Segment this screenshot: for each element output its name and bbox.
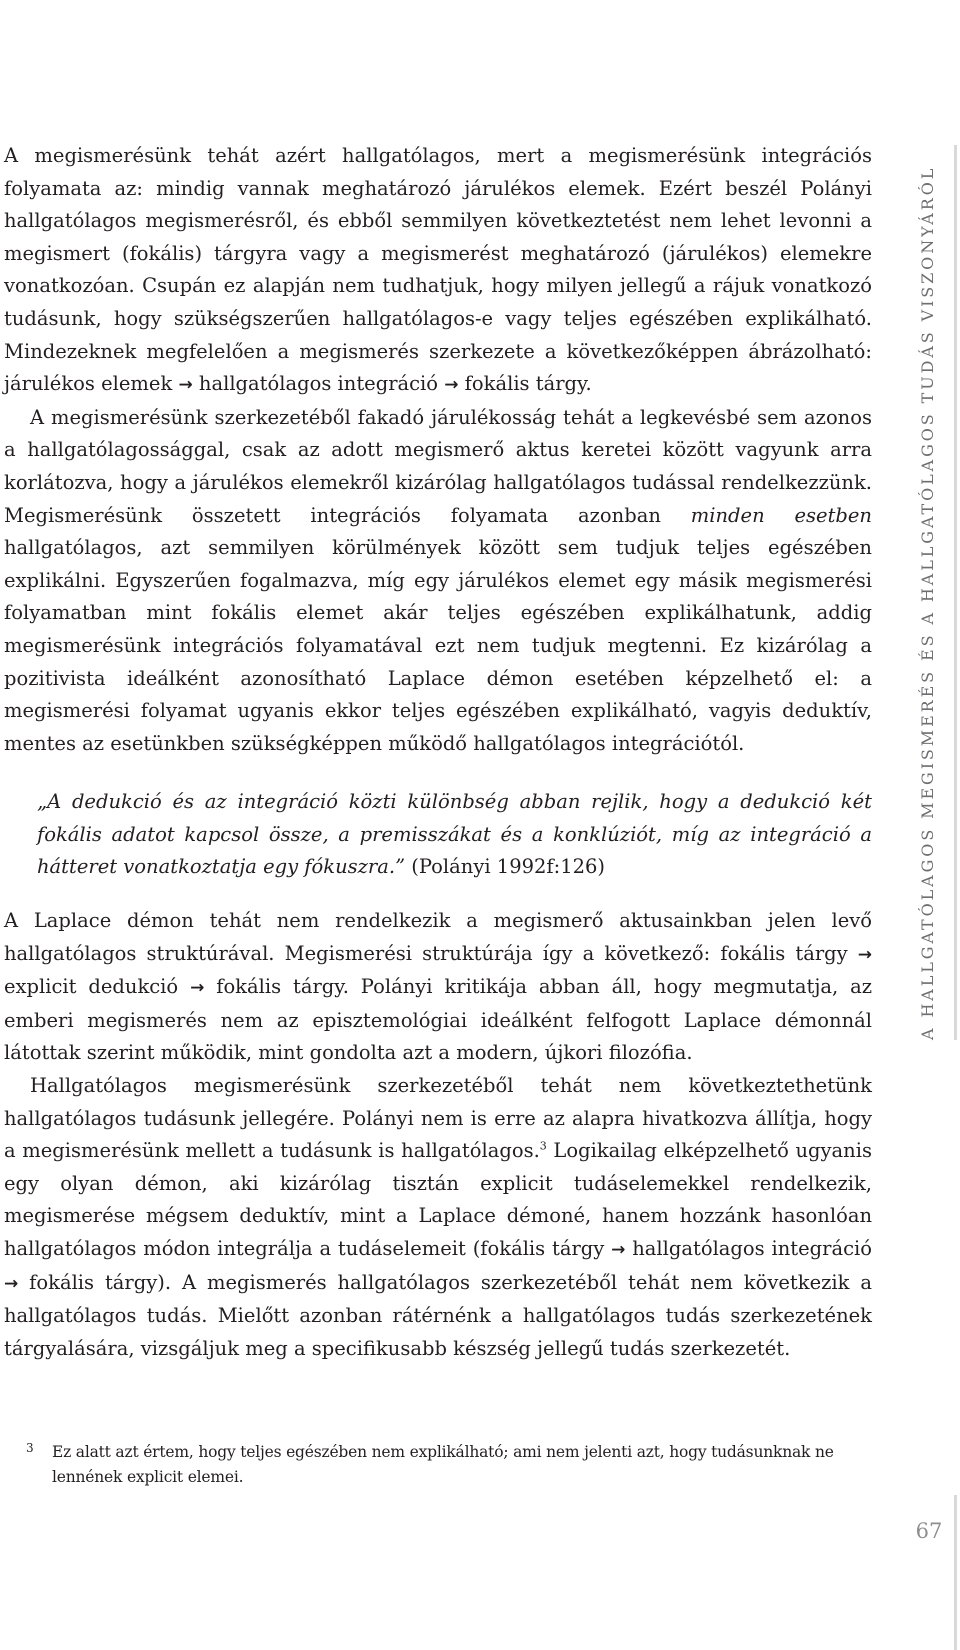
paragraph-3: A Laplace démon tehát nem rendelkezik a megismerő aktusainkban jelen levő hallgatólagos struktúrával. Megismerési struktúrája így a következő: fokális tárgy → explicit dedukció → fokális tárgy. Polányi kritikája abban áll, hogy megmutatja, az emberi megismerés nem az episztemológiai ideálként felfogott Laplace démonnál látottak szerint működik, mint gondolta azt a modern, újkori filozófia.: [4, 909, 872, 1065]
paragraph-1: A megismerésünk tehát azért hallgatólagos, mert a megismerésünk integrációs folyamata az: mindig vannak meghatározó járulékos elemek. Ezért beszél Polányi hallgatólagos megismerésről, és ebből semmilyen következtetést nem lehet levonni a megismert (fokális) tárgyra vagy a megismerést meghatározó (járulékos) elemekre vonatkozóan. Csupán ez alapján nem tudhatjuk, hogy milyen jellegű a rájuk vonatkozó tudásunk, hogy szükségszerűen hallgatólagos-e vagy teljes egészében explikálható. Mindezeknek megfelelően a megismerés szerkezete a következőképpen ábrázolható: járulékos elemek → hallgatólagos integráció → fokális tárgy.: [4, 144, 872, 396]
footnote: [26, 1440, 876, 1490]
paragraph-2: A megismerésünk szerkezetéből fakadó járulékosság tehát a legkevésbé sem azonos a hallgatólagossággal, csak az adott megismerő aktus keretei között vagyunk arra korlátozva, hogy a járulékos elemekről kizárólag hallgatólagos tudással rendelkezzünk. Megismerésünk összetett integrációs folyamata azonban minden esetben hallgatólagos, azt semmilyen körülmények között sem tudjuk teljes egészében explikálni. Egyszerűen fogalmazva, míg egy járulékos elemet egy másik megismerési folyamatban mint fokális elemet akár teljes egészében explikálhatunk, addig megismerésünk integrációs folyamatával ezt nem tudjuk megtenni. Ez kizárólag a pozitivista ideálként azonosítható Laplace démon esetében képzelhető el: a megismerési folyamat ugyanis ekkor teljes egészében explikálható, vagyis deduktív, mentes az esetünkben szükségképpen működő hallgatólagos integrációtól.: [4, 405, 872, 755]
footnote-text: Ez alatt azt értem, hogy teljes egészében nem explikálható; ami nem jelenti azt, hogy tudásunknak ne lennének explicit elemei.: [52, 1443, 834, 1486]
main-text: [4, 140, 872, 760]
arrow-glyph: →: [190, 978, 205, 999]
arrow-glyph: →: [4, 1273, 19, 1294]
running-head: A HALLGATÓLAGOS MEGISMERÉS ÉS A HALLGATÓLAGOS TUDÁS VISZONYÁRÓL: [918, 165, 937, 1040]
arrow-glyph: →: [857, 944, 872, 965]
quote-text: „A dedukció és az integráció közti különbség abban rejlik, hogy a dedukció két fokális adatot kapcsol össze, a premisszákat és a konklúziót, míg az integráció a hátteret vonatkoztatja egy fókuszra.”: [37, 790, 872, 879]
arrow-glyph: →: [444, 375, 459, 396]
page-number: 67: [915, 1519, 943, 1543]
paragraph-4: Hallgatólagos megismerésünk szerkezetéből tehát nem következtethetünk hallgatólagos tudásunk jellegére. Polányi nem is erre az alapra hivatkozva állítja, hogy a megismerésünk mellett a tudásunk is hallgatólagos.$^3$ Logikailag elképzelhető ugyanis egy olyan démon, aki kizárólag tisztán explicit tudáselemekkel rendelkezik, megismerése mégsem deduktív, mint a Laplace démoné, hanem hozzánk hasonlóan hallgatólagos módon integrálja a tudáselemeit (fokális tárgy → hallgatólagos integráció → fokális tárgy). A megismerés hallgatólagos szerkezetéből tehát nem következik a hallgatólagos tudás. Mielőtt azonban rátérnénk a hallgatólagos tudás szerkezetének tárgyalására, vizsgáljuk meg a specifikusabb készség jellegű tudás szerkezetét.: [4, 1073, 872, 1360]
edge-rule: [954, 1495, 957, 1650]
block-quote: [37, 786, 872, 884]
footnote-reference[interactable]: 3: [539, 1139, 547, 1153]
emphasis: minden esetben: [690, 503, 872, 527]
edge-rule: [954, 145, 957, 1040]
main-text-continued: [4, 905, 872, 1365]
footnote-number: 3: [26, 1441, 34, 1455]
arrow-glyph: →: [611, 1239, 626, 1260]
arrow-glyph: →: [178, 375, 193, 396]
quote-citation: (Polányi 1992f:126): [405, 855, 606, 879]
